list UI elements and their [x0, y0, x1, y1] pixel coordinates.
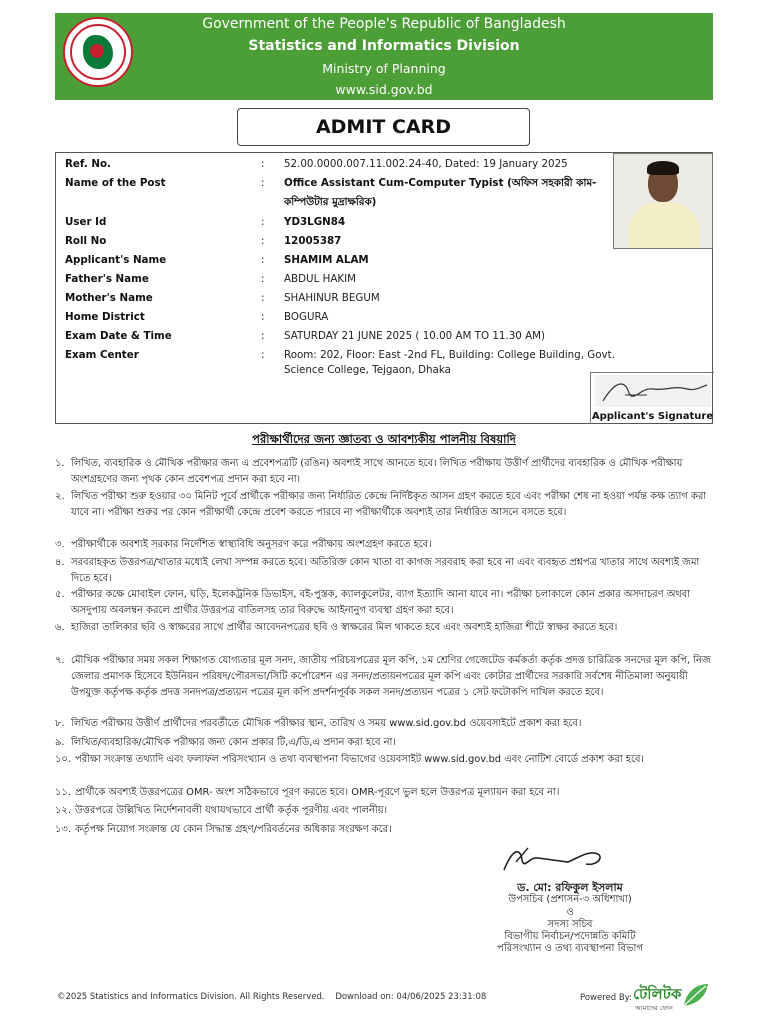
footer-copyright: ©2025 Statistics and Informatics Division. All Rights Reserved. — [57, 992, 325, 1002]
instruction-number: ২. — [55, 491, 65, 502]
instruction-text: পরীক্ষা সংক্রান্ত তথ্যাদি এবং ফলাফল পরিসংখ্যান ও তথ্য ব্যবস্থাপনা বিভাগের ওয়েবসাইট www.sid.gov.bd এবং নোটিশ বোর্ডে প্রকাশ করা হবে। — [75, 754, 644, 765]
header-website: www.sid.gov.bd — [335, 82, 433, 97]
instruction-number: ৫. — [55, 589, 65, 600]
field-value: SATURDAY 21 JUNE 2025 ( 10.00 AM TO 11.30 AM) — [284, 330, 546, 342]
powered-by-label: Powered By: — [580, 993, 632, 1003]
signer-conjunction: ও — [566, 907, 574, 918]
signer-department: পরিসংখ্যান ও তথ্য ব্যবস্থাপনা বিভাগ — [497, 943, 643, 954]
teletalk-brand: টেলিটক — [633, 985, 682, 1003]
instruction-number: ৪. — [55, 557, 65, 568]
instruction-number: ৬. — [55, 622, 65, 633]
applicant-signature-label: Applicant's Signature — [591, 411, 714, 422]
instruction-number: ১১. — [55, 787, 71, 798]
field-colon: : — [261, 235, 265, 247]
header-government: Government of the People's Republic of Bangladesh — [202, 16, 566, 32]
signer-designation: উপসচিব (প্রশাসন-৩ অধিশাখা) — [508, 894, 632, 905]
field-value: 12005387 — [284, 235, 342, 247]
field-colon: : — [261, 177, 265, 189]
field-value: Office Assistant Cum-Computer Typist (অফিস সহকারী কাম-কম্পিউটার মুদ্রাক্ষরিক) — [284, 177, 597, 208]
field-value: SHAHINUR BEGUM — [284, 292, 380, 304]
instruction-text: মৌখিক পরীক্ষার সময় সকল শিক্ষাগত যোগ্যতার মূল সনদ, জাতীয় পরিচয়পত্রের মূল কপি, ১ম শ্রেণির গেজেটেড কর্মকর্তা কর্তৃক প্রদত্ত চারিত্রিক সনদের মূল কপি, নিজ জেলার প্রমাণক হিসেবে ইউনিয়ন পরিষদ/পৌরসভা/সিটি কর্পোরেশন এর সনদ/প্রত্যয়নপত্রের মূল কপি এবং কোটার প্রার্থীদের সরকারি সর্বশেষ নীতিমালা অনুযায়ী উপযুক্ত কর্তৃপক্ষ কর্তৃক প্রদত্ত সনদপত্র/প্রত্যয়ন পত্রের মূল কপি প্রদর্শনপূর্বক সকল সনদ/প্রত্যয়ন পত্রের ১ সেট ফটোকপি দাখিল করতে হবে। — [71, 655, 711, 698]
field-label: Father's Name — [65, 273, 149, 285]
instruction-number: ৯. — [55, 737, 65, 748]
field-colon: : — [261, 311, 265, 323]
field-value: BOGURA — [284, 311, 329, 323]
applicant-signature-box — [590, 372, 714, 424]
field-colon: : — [261, 273, 265, 285]
instruction-number: ১২. — [55, 805, 71, 816]
page-title: ADMIT CARD — [237, 108, 530, 146]
field-label: User Id — [65, 216, 107, 228]
instruction-number: ৩. — [55, 539, 65, 550]
applicant-photo — [613, 153, 713, 249]
instruction-text: সরবরাহকৃত উত্তরপত্র/খাতার মধ্যেই লেখা সম্পন্ন করতে হবে। অতিরিক্ত কোন খাতা বা কাগজ সরবরাহ করা হবে না এবং ব্যবহৃত প্রশ্নপত্র খাতার সাথে অবশ্যই জমা দিতে হবে। — [71, 557, 700, 584]
applicant-info-box — [55, 152, 713, 424]
field-colon: : — [261, 254, 265, 266]
instruction-number: ১৩. — [55, 824, 71, 835]
instruction-number: ৭. — [55, 655, 65, 666]
field-colon: : — [261, 349, 265, 361]
field-colon: : — [261, 158, 265, 170]
instruction-text: পরীক্ষার্থীকে অবশ্যই সরকার নির্দেশিত স্বাস্থ্যবিধি অনুসরণ করে পরীক্ষায় অংশগ্রহণ করতে হবে। — [71, 539, 432, 550]
signer-committee: বিভাগীয় নির্বাচন/পদোন্নতি কমিটি — [504, 931, 636, 942]
field-value: YD3LGN84 — [284, 216, 346, 228]
header-ministry: Ministry of Planning — [322, 61, 446, 76]
instruction-text: লিখিত পরীক্ষা শুরু হওয়ার ৩০ মিনিট পূর্বে প্রার্থীকে পরীক্ষার জন্য নির্ধারিত কেন্দ্রে নির্দিষ্টকৃত আসন গ্রহণ করতে হবে এবং পরীক্ষা শেষ না হওয়া পর্যন্ত কক্ষ ত্যাগ করা যাবে না। পরীক্ষা শুরুর পর কোন পরীক্ষার্থী কেন্দ্রে প্রবেশ করতে পারবে না পরীক্ষার্থীকে অবশ্যই তার নির্ধারিত আসনে বসতে হবে। — [71, 491, 707, 518]
field-value: SHAMIM ALAM — [284, 254, 369, 266]
instruction-number: ৮. — [55, 718, 65, 729]
field-label: Roll No — [65, 235, 107, 247]
field-value: 52.00.0000.007.11.002.24-40, Dated: 19 January 2025 — [284, 158, 568, 170]
field-value: ABDUL HAKIM — [284, 273, 357, 285]
signer-role: সদস্য সচিব — [547, 919, 593, 930]
header-division: Statistics and Informatics Division — [248, 38, 520, 54]
header-banner — [55, 13, 713, 100]
field-label: Name of the Post — [65, 177, 166, 189]
signer-name: ড. মো: রফিকুল ইসলাম — [517, 881, 623, 894]
field-label: Ref. No. — [65, 158, 111, 170]
instruction-number: ১. — [55, 458, 65, 469]
field-label: Exam Date & Time — [65, 330, 172, 342]
instruction-text: কর্তৃপক্ষ নিয়োগ সংক্রান্ত যে কোন সিদ্ধান্ত গ্রহণ/পরিবর্তনের অধিকার সংরক্ষণ করে। — [75, 824, 392, 835]
footer-download-time: Download on: 04/06/2025 23:31:08 — [335, 992, 487, 1002]
field-label: Applicant's Name — [65, 254, 167, 266]
instruction-number: ১০. — [55, 754, 71, 765]
field-value: Room: 202, Floor: East -2nd FL, Building: College Building, Govt. Science College, Tejgaon, Dhaka — [284, 349, 615, 376]
officer-signature-image — [498, 840, 608, 876]
field-colon: : — [261, 330, 265, 342]
instruction-text: হাজিরা তালিকার ছবি ও স্বাক্ষরের সাথে প্রার্থীর আবেদনপত্রের ছবি ও স্বাক্ষরের মিল থাকতে হবে এবং অবশ্যই হাজিরা শীটে স্বাক্ষর করতে হবে। — [71, 622, 618, 633]
instruction-text: লিখিত পরীক্ষায় উত্তীর্ণ প্রার্থীদের পরবর্তীতে মৌখিক পরীক্ষার স্থান, তারিখ ও সময় www.sid.gov.bd ওয়েবসাইটে প্রকাশ করা হবে। — [71, 718, 582, 729]
field-colon: : — [261, 292, 265, 304]
applicant-signature-image — [595, 375, 711, 407]
field-colon: : — [261, 216, 265, 228]
footer — [57, 992, 486, 1002]
field-label: Exam Center — [65, 349, 139, 361]
instruction-text: উত্তরপত্রে উল্লিখিত নির্দেশনাবলী যথাযথভাবে প্রার্থী কর্তৃক পূরণীয় এবং পালনীয়। — [75, 805, 388, 816]
teletalk-leaf-icon — [680, 980, 710, 1010]
instruction-text: পরীক্ষার কক্ষে মোবাইল ফোন, ঘড়ি, ইলেকট্রনিক ডিভাইস, বই-পুস্তক, ক্যালকুলেটর, ব্যাগ ইত্যাদি আনা যাবে না। পরীক্ষা চলাকালে কোন প্রকার অসদাচরণ অথবা অসদুপায় অবলম্বন করলে প্রার্থীর উত্তরপত্র বাতিলসহ তার বিরুদ্ধে আইনানুগ ব্যবস্থা গ্রহণ করা হবে। — [71, 589, 691, 616]
instruction-text: লিখিত, ব্যবহারিক ও মৌখিক পরীক্ষার জন্য এ প্রবেশপত্রটি (রঙিন) অবশ্যই সাথে আনতে হবে। লিখিত পরীক্ষায় উত্তীর্ণ প্রার্থীদের ব্যবহারিক ও মৌখিক পরীক্ষায় অংশগ্রহণের জন্য পৃথক কোন প্রবেশপত্র প্রদান করা হবে না। — [71, 458, 683, 485]
instructions-title: পরীক্ষার্থীদের জন্য জ্ঞাতব্য ও আবশ্যকীয় পালনীয় বিষয়াদি — [252, 432, 516, 446]
instruction-text: লিখিত/ব্যবহারিক/মৌখিক পরীক্ষার জন্য কোন প্রকার টি,এ/ডি,এ প্রদান করা হবে না। — [71, 737, 396, 748]
field-label: Home District — [65, 311, 145, 323]
instruction-text: প্রার্থীকে অবশ্যই উত্তরপত্রের OMR- অংশ সঠিকভাবে পূরণ করতে হবে। OMR-পূরণে ভুল হলে উত্তরপত্র মূল্যায়ন করা হবে না। — [75, 787, 560, 798]
field-label: Mother's Name — [65, 292, 153, 304]
teletalk-tagline: আমাদের ফোন — [635, 1004, 673, 1012]
